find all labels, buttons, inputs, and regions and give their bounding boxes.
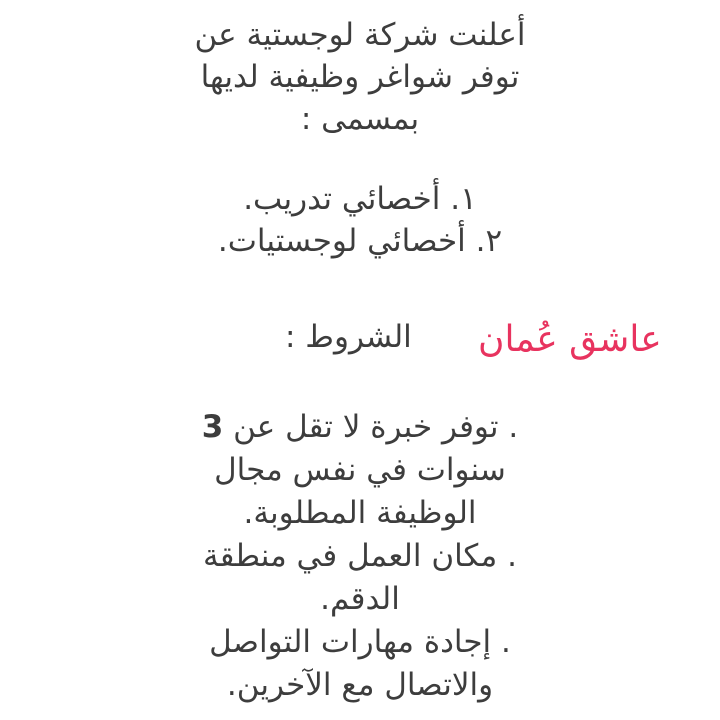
intro-line-2: توفر شواغر وظيفية لديها bbox=[200, 59, 520, 95]
condition-2-line-1: . مكان العمل في منطقة bbox=[203, 538, 517, 574]
condition-1-line-2: سنوات في نفس مجال bbox=[214, 452, 506, 488]
condition-1-line-1 bbox=[0, 406, 720, 449]
job-title-2: ٢. أخصائي لوجستيات. bbox=[217, 223, 503, 259]
condition-2-line-2: الدقم. bbox=[320, 581, 400, 617]
intro-text bbox=[0, 14, 720, 140]
years-value: 3 bbox=[201, 409, 224, 445]
watermark-text: عاشق عُمان bbox=[478, 319, 662, 360]
condition-1-text: . توفر خبرة لا تقل عن bbox=[223, 409, 519, 445]
conditions-list bbox=[0, 406, 720, 707]
intro-line-3: بمسمى : bbox=[300, 101, 420, 137]
job-announcement-post bbox=[0, 14, 720, 720]
intro-line-1: أعلنت شركة لوجستية عن bbox=[194, 17, 526, 53]
conditions-heading-row bbox=[0, 316, 720, 366]
condition-3-line-1: . إجادة مهارات التواصل bbox=[209, 624, 511, 660]
job-title-1: ١. أخصائي تدريب. bbox=[243, 181, 477, 217]
conditions-heading: الشروط : bbox=[285, 319, 412, 355]
job-titles-list bbox=[0, 178, 720, 262]
condition-3-line-2: والاتصال مع الآخرين. bbox=[226, 667, 494, 703]
condition-1-line-3: الوظيفة المطلوبة. bbox=[243, 495, 477, 531]
